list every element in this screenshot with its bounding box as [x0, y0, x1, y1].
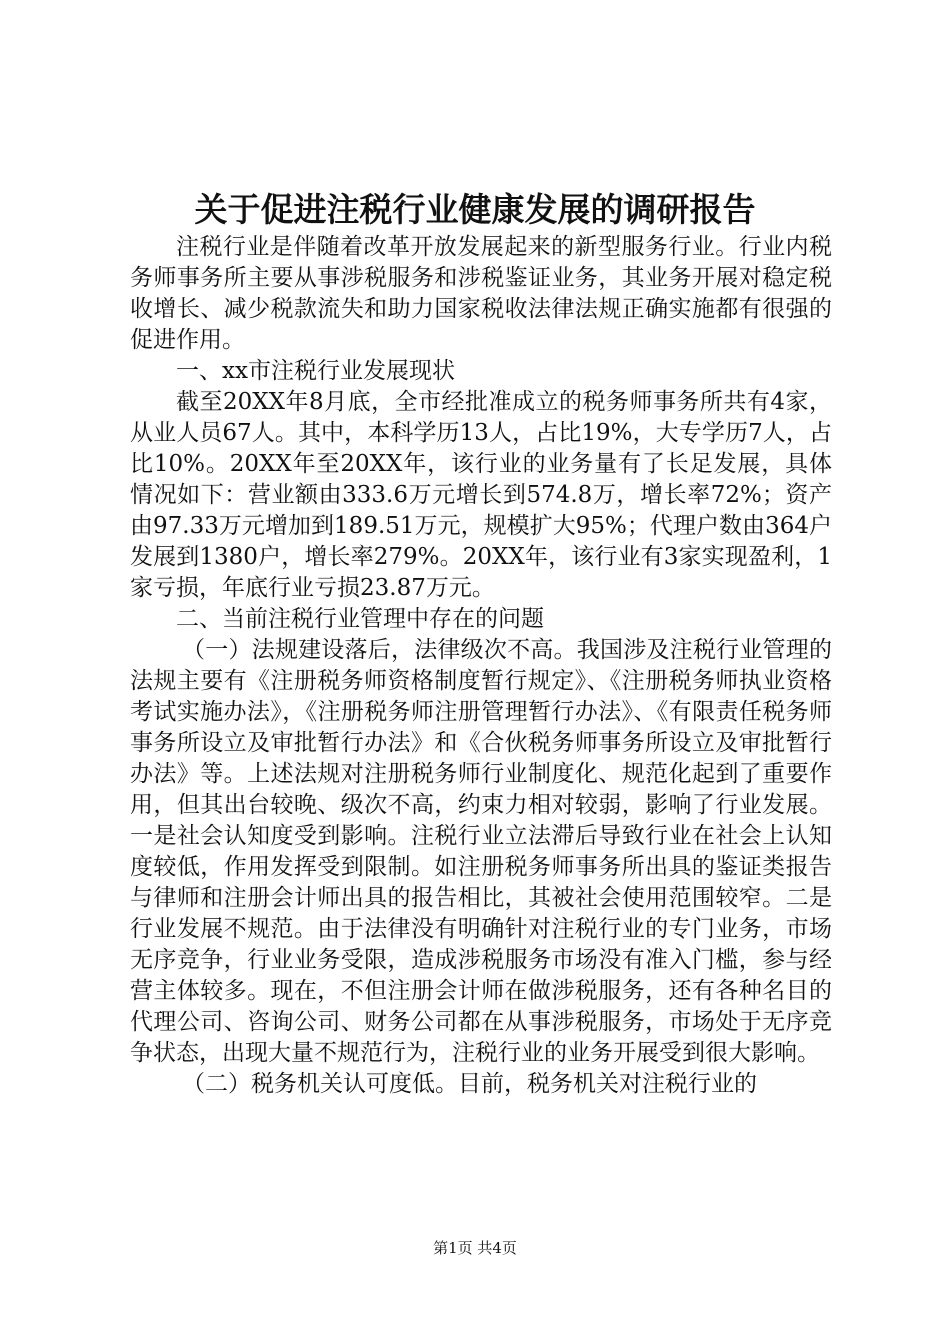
paragraph-intro: 注税行业是伴随着改革开放发展起来的新型服务行业。行业内税务师事务所主要从事涉税服务和涉税鉴证业务，其业务开展对稳定税收增长、减少税款流失和助力国家税收法律法规正确实施都有很强的促进作用。: [130, 234, 832, 353]
section-heading-1: 一、xx市注税行业发展现状: [176, 358, 455, 384]
document-title: 关于促进注税行业健康发展的调研报告: [194, 190, 756, 229]
paragraph-issue-1: （一）法规建设落后，法律级次不高。我国涉及注税行业管理的法规主要有《注册税务师资格制度暂行规定》、《注册税务师执业资格考试实施办法》，《注册税务师注册管理暂行办法》、《有限责任税务师事务所设立及审批暂行办法》和《合伙税务师事务所设立及审批暂行办法》等。上述法规对注册税务师行业制度化、规范化起到了重要作用，但其出台较晚、级次不高，约束力相对较弱，影响了行业发展。一是社会认知度受到影响。注税行业立法滞后导致行业在社会上认知度较低，作用发挥受到限制。如注册税务师事务所出具的鉴证类报告与律师和注册会计师出具的报告相比，其被社会使用范围较窄。二是行业发展不规范。由于法律没有明确针对注税行业的专门业务，市场无序竞争，行业业务受限，造成涉税服务市场没有准入门槛，参与经营主体较多。现在，不但注册会计师在做涉税服务，还有各种名目的代理公司、咨询公司、财务公司都在从事涉税服务，市场处于无序竞争状态，出现大量不规范行为，注税行业的业务开展受到很大影响。: [130, 637, 832, 1066]
page-footer: 第1页 共4页: [433, 1239, 517, 1257]
paragraph-issue-2: （二）税务机关认可度低。目前，税务机关对注税行业的: [182, 1071, 757, 1097]
document-body: [130, 232, 832, 1100]
section-heading-2: 二、当前注税行业管理中存在的问题: [176, 606, 544, 632]
paragraph-status: 截至20XX年8月底，全市经批准成立的税务师事务所共有4家，从业人员67人。其中，本科学历13人，占比19%，大专学历7人，占比10%。20XX年至20XX年，该行业的业务量有了长足发展，具体情况如下：营业额由333.6万元增长到574.8万，增长率72%；资产由97.33万元增加到189.51万元，规模扩大95%；代理户数由364户发展到1380户，增长率279%。20XX年，该行业有3家实现盈利，1家亏损，年底行业亏损23.87万元。: [130, 389, 832, 601]
